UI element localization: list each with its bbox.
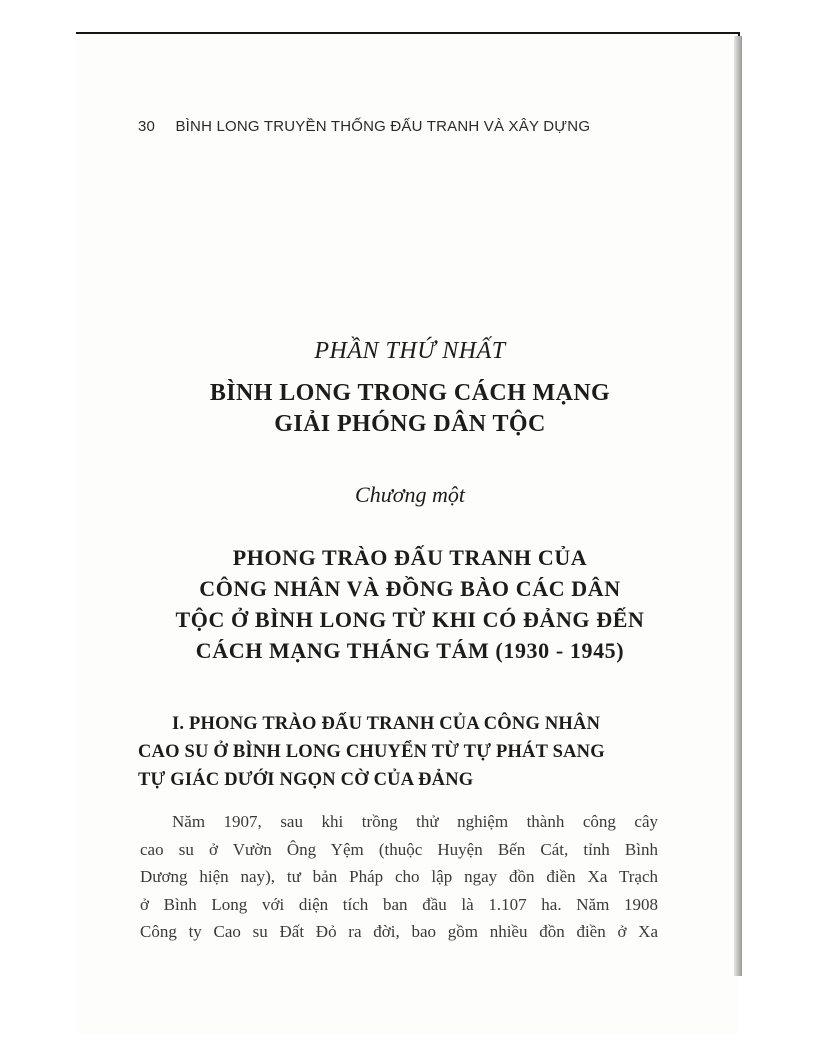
part-title-line: BÌNH LONG TRONG CÁCH MẠNG [209,380,611,406]
part-title [120,378,700,440]
body-line: Dương hiện nay), tư bản Pháp cho lập ngay đồn điền Xa Trạch [140,867,658,886]
running-title: BÌNH LONG TRUYỀN THỐNG ĐẤU TRANH VÀ XÂY DỰNG [175,118,591,135]
body-line: cao su ở Vườn Ông Yệm (thuộc Huyện Bến Cát, tỉnh Bình [140,839,658,859]
section-title-line: CAO SU Ở BÌNH LONG CHUYỂN TỪ TỰ PHÁT SANG [138,742,605,762]
section-title [138,710,698,794]
chapter-title-line: TỘC Ở BÌNH LONG TỪ KHI CÓ ĐẢNG ĐẾN [175,607,645,632]
chapter-title [120,542,700,666]
chapter-title-line: CÁCH MẠNG THÁNG TÁM (1930 - 1945) [195,638,625,663]
section-title-line: I. PHONG TRÀO ĐẤU TRANH CỦA CÔNG NHÂN [172,714,601,734]
part-title-line: GIẢI PHÓNG DÂN TỘC [274,411,546,437]
section-title-line: TỰ GIÁC DƯỚI NGỌN CỜ CỦA ĐẢNG [138,770,474,790]
scan-right-edge [734,36,742,976]
body-line: Năm 1907, sau khi trồng thử nghiệm thành công cây [172,812,658,831]
chapter-title-line: CÔNG NHÂN VÀ ĐỒNG BÀO CÁC DÂN [199,576,621,601]
body-line: Công ty Cao su Đất Đỏ ra đời, bao gồm nhiều đồn điền ở Xa [140,922,658,941]
page-number: 30 [138,118,156,135]
body-paragraph [140,808,658,946]
body-line: ở Bình Long với diện tích ban đầu là 1.107 ha. Năm 1908 [140,894,658,914]
chapter-label: Chương một [355,482,465,507]
running-header [138,118,698,135]
part-label: PHẦN THỨ NHẤT [314,338,506,364]
chapter-title-line: PHONG TRÀO ĐẤU TRANH CỦA [232,545,588,570]
